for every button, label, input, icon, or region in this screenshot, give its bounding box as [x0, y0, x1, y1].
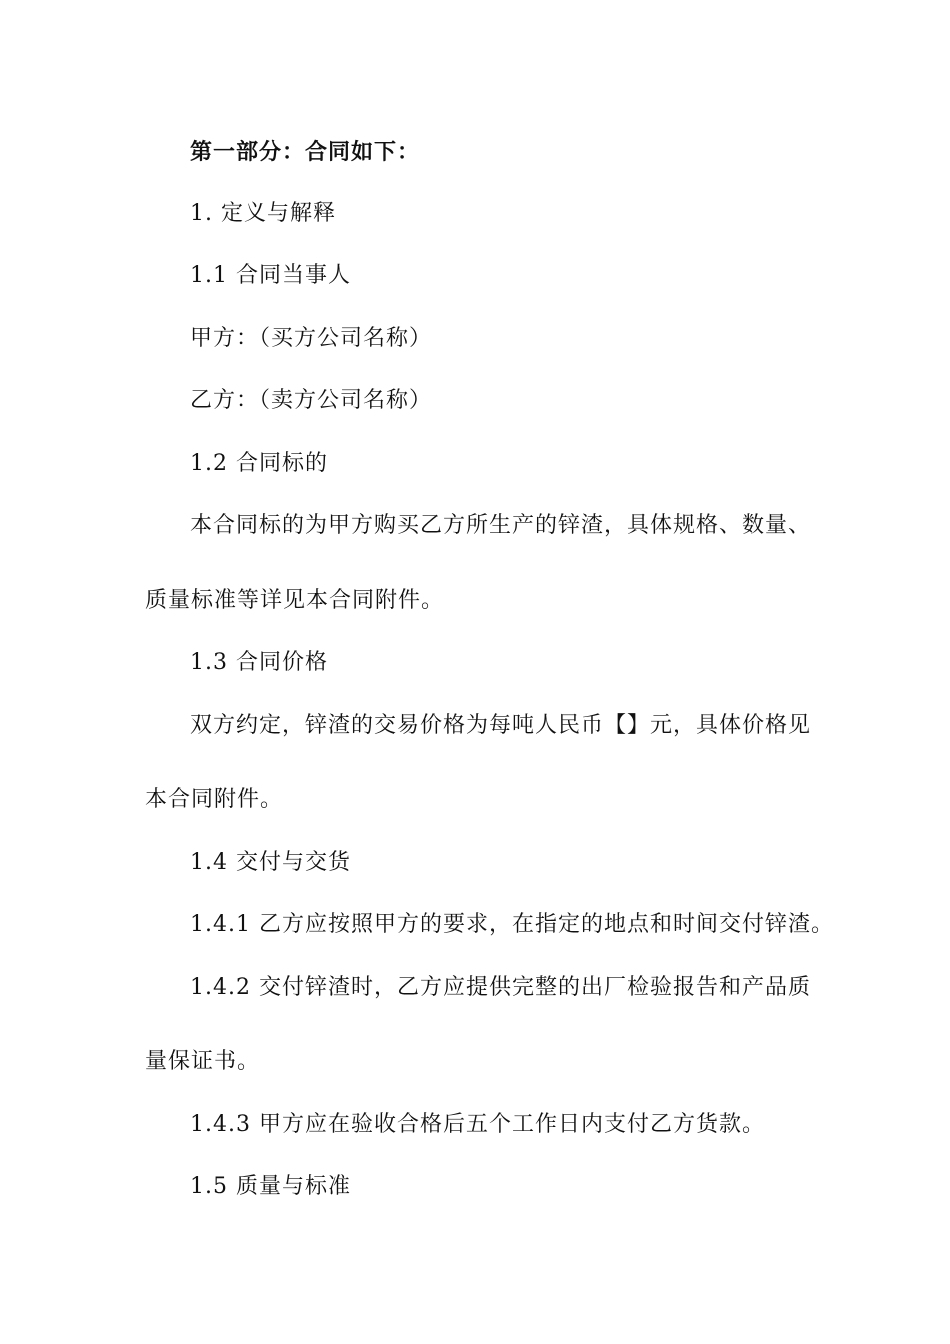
- section-1-4-2-line2: 量保证书。: [145, 1049, 261, 1074]
- section-1-3-body-line2: 本合同附件。: [145, 787, 284, 812]
- section-1-4-3: 1.4.3 甲方应在验收合格后五个工作日内支付乙方货款。: [190, 1112, 765, 1137]
- section-1-3-title: 1.3 合同价格: [190, 650, 328, 675]
- section-1-3-body-line1: 双方约定，锌渣的交易价格为每吨人民币【】元，具体价格见: [190, 713, 812, 738]
- party-a-line: 甲方：（买方公司名称）: [190, 326, 433, 351]
- section-1-2-title: 1.2 合同标的: [190, 451, 328, 476]
- section-1-1-title: 1.1 合同当事人: [190, 263, 351, 288]
- part-heading: 第一部分：合同如下：: [190, 139, 421, 165]
- section-1-2-body-line2: 质量标准等详见本合同附件。: [145, 588, 445, 613]
- section-1-4-1: 1.4.1 乙方应按照甲方的要求，在指定的地点和时间交付锌渣。: [190, 912, 834, 937]
- section-1-4-2-line1: 1.4.2 交付锌渣时，乙方应提供完整的出厂检验报告和产品质: [190, 975, 811, 1000]
- section-1-5-title: 1.5 质量与标准: [190, 1174, 351, 1199]
- section-1-2-body-line1: 本合同标的为甲方购买乙方所生产的锌渣，具体规格、数量、: [190, 513, 812, 538]
- section-1-4-title: 1.4 交付与交货: [190, 850, 351, 875]
- section-1-title: 1. 定义与解释: [190, 201, 336, 226]
- party-b-line: 乙方：（卖方公司名称）: [190, 388, 433, 413]
